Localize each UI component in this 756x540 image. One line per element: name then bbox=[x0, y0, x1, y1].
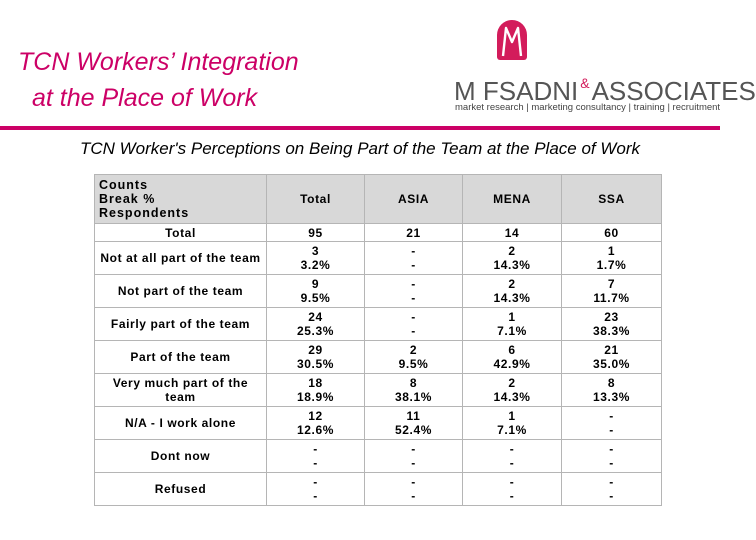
table-cell bbox=[562, 275, 662, 308]
cell-count: 9 bbox=[311, 277, 320, 291]
cell-percent: 11.7% bbox=[593, 291, 630, 305]
corner-line-break: Break % bbox=[99, 192, 156, 206]
cell-percent: - bbox=[313, 456, 318, 470]
cell-percent: - bbox=[313, 489, 318, 503]
table-cell bbox=[562, 407, 662, 440]
cell-percent: - bbox=[609, 489, 614, 503]
row-label: Fairly part of the team bbox=[95, 308, 267, 341]
title-line-1: TCN Workers’ Integration bbox=[18, 48, 299, 76]
cell-count: 2 bbox=[409, 343, 418, 357]
table-cell: 95 bbox=[267, 224, 365, 242]
cell-percent: - bbox=[411, 489, 416, 503]
table-cell bbox=[267, 407, 365, 440]
logo-tagline: market research | marketing consultancy | training | recruitment bbox=[455, 102, 721, 113]
table-cell: 14 bbox=[463, 224, 562, 242]
cell-count: 2 bbox=[508, 244, 516, 258]
table-cell bbox=[365, 440, 463, 473]
table-cell bbox=[365, 341, 463, 374]
table-cell: 60 bbox=[562, 224, 662, 242]
table-cell bbox=[562, 341, 662, 374]
logo-name-part2: ASSOCIATES bbox=[591, 76, 756, 106]
cell-count: - bbox=[411, 244, 416, 258]
cell-percent: - bbox=[609, 423, 614, 437]
cell-percent: 9.5% bbox=[398, 357, 429, 371]
cell-percent: 42.9% bbox=[493, 357, 531, 371]
row-label: Part of the team bbox=[95, 341, 267, 374]
logo-name bbox=[454, 68, 756, 106]
cell-count: - bbox=[609, 475, 614, 489]
cell-count: - bbox=[609, 442, 614, 456]
cell-count: - bbox=[313, 475, 318, 489]
cell-count: - bbox=[509, 442, 515, 456]
table-cell bbox=[365, 374, 463, 407]
table-cell: 21 bbox=[365, 224, 463, 242]
row-label: N/A - I work alone bbox=[95, 407, 267, 440]
logo-m-icon bbox=[497, 20, 527, 60]
table-row bbox=[95, 308, 662, 341]
table-cell bbox=[463, 440, 562, 473]
table-cell bbox=[562, 440, 662, 473]
cell-count: 2 bbox=[508, 277, 516, 291]
cell-percent: 14.3% bbox=[493, 291, 531, 305]
row-label: Not part of the team bbox=[95, 275, 267, 308]
cell-percent: 25.3% bbox=[296, 324, 335, 338]
cell-percent: 30.5% bbox=[296, 357, 335, 371]
table-cell bbox=[267, 308, 365, 341]
table-cell bbox=[365, 407, 463, 440]
cell-count: 8 bbox=[607, 376, 616, 390]
cell-percent: 38.3% bbox=[592, 324, 631, 338]
table-cell bbox=[267, 473, 365, 506]
cell-count: 7 bbox=[607, 277, 616, 291]
cell-percent: - bbox=[609, 456, 614, 470]
cell-count: 2 bbox=[508, 376, 516, 390]
table-cell bbox=[463, 374, 562, 407]
cell-percent: - bbox=[509, 456, 515, 470]
table-row bbox=[95, 407, 662, 440]
cell-count: 23 bbox=[604, 310, 619, 324]
table-cell bbox=[267, 440, 365, 473]
cell-count: - bbox=[509, 475, 515, 489]
page-title bbox=[18, 44, 299, 116]
row-label: Refused bbox=[95, 473, 267, 506]
cell-percent: 7.1% bbox=[497, 324, 527, 338]
cell-count: 1 bbox=[508, 409, 516, 423]
logo-ampersand: & bbox=[580, 75, 590, 91]
results-table bbox=[94, 174, 662, 506]
table-cell bbox=[267, 341, 365, 374]
row-label: Very much part of the team bbox=[95, 374, 267, 407]
corner-line-counts: Counts bbox=[99, 178, 149, 192]
column-header-mena: MENA bbox=[463, 175, 562, 224]
cell-count: 8 bbox=[409, 376, 418, 390]
cell-percent: - bbox=[411, 258, 416, 272]
column-header-total: Total bbox=[267, 175, 365, 224]
table-cell bbox=[463, 407, 562, 440]
logo-name-part1: M FSADNI bbox=[454, 76, 579, 106]
table-subtitle: TCN Worker's Perceptions on Being Part of the Team at the Place of Work bbox=[79, 139, 641, 158]
table-cell bbox=[463, 473, 562, 506]
table-cell bbox=[463, 341, 562, 374]
table-cell bbox=[365, 275, 463, 308]
corner-header bbox=[95, 175, 267, 224]
cell-count: - bbox=[313, 442, 318, 456]
cell-count: 6 bbox=[508, 343, 516, 357]
cell-percent: - bbox=[411, 324, 416, 338]
header-row bbox=[95, 175, 662, 224]
cell-count: 1 bbox=[607, 244, 616, 258]
cell-percent: - bbox=[509, 489, 515, 503]
table-cell bbox=[562, 242, 662, 275]
company-logo bbox=[452, 16, 756, 114]
cell-percent: 7.1% bbox=[497, 423, 527, 437]
cell-percent: 14.3% bbox=[493, 390, 531, 404]
cell-count: 3 bbox=[311, 244, 320, 258]
table-cell bbox=[562, 374, 662, 407]
row-label: Total bbox=[95, 224, 267, 242]
cell-count: 11 bbox=[406, 409, 421, 423]
cell-count: 1 bbox=[508, 310, 516, 324]
cell-percent: - bbox=[411, 291, 416, 305]
title-divider bbox=[0, 126, 720, 130]
corner-line-respondents: Respondents bbox=[99, 206, 190, 220]
table-cell bbox=[267, 275, 365, 308]
cell-percent: - bbox=[411, 456, 416, 470]
table-cell bbox=[463, 242, 562, 275]
cell-count: 12 bbox=[308, 409, 323, 423]
cell-count: - bbox=[411, 475, 416, 489]
cell-percent: 35.0% bbox=[592, 357, 631, 371]
column-header-ssa: SSA bbox=[562, 175, 662, 224]
table-row bbox=[95, 242, 662, 275]
table-cell bbox=[463, 275, 562, 308]
table-cell bbox=[562, 473, 662, 506]
cell-count: - bbox=[411, 442, 416, 456]
table-cell bbox=[267, 242, 365, 275]
row-label: Dont now bbox=[95, 440, 267, 473]
table-row bbox=[95, 374, 662, 407]
cell-percent: 9.5% bbox=[300, 291, 331, 305]
table-cell bbox=[562, 308, 662, 341]
table-cell bbox=[463, 308, 562, 341]
cell-count: 24 bbox=[308, 310, 323, 324]
title-line-2: at the Place of Work bbox=[32, 84, 258, 112]
results-table-container bbox=[94, 174, 661, 522]
cell-percent: 52.4% bbox=[394, 423, 433, 437]
cell-count: - bbox=[609, 409, 614, 423]
cell-count: 21 bbox=[604, 343, 619, 357]
cell-percent: 12.6% bbox=[296, 423, 335, 437]
cell-count: - bbox=[411, 277, 416, 291]
cell-percent: 38.1% bbox=[394, 390, 433, 404]
table-row bbox=[95, 440, 662, 473]
table-cell bbox=[267, 374, 365, 407]
cell-count: 29 bbox=[308, 343, 323, 357]
cell-percent: 13.3% bbox=[592, 390, 631, 404]
table-row bbox=[95, 275, 662, 308]
cell-percent: 14.3% bbox=[493, 258, 531, 272]
table-cell bbox=[365, 473, 463, 506]
table-row bbox=[95, 473, 662, 506]
cell-percent: 1.7% bbox=[596, 258, 627, 272]
row-label: Not at all part of the team bbox=[95, 242, 267, 275]
table-cell bbox=[365, 242, 463, 275]
total-row bbox=[95, 224, 662, 242]
cell-count: 18 bbox=[308, 376, 323, 390]
cell-percent: 18.9% bbox=[296, 390, 335, 404]
cell-percent: 3.2% bbox=[300, 258, 331, 272]
table-cell bbox=[365, 308, 463, 341]
table-row bbox=[95, 341, 662, 374]
column-header-asia: ASIA bbox=[365, 175, 463, 224]
cell-count: - bbox=[411, 310, 416, 324]
